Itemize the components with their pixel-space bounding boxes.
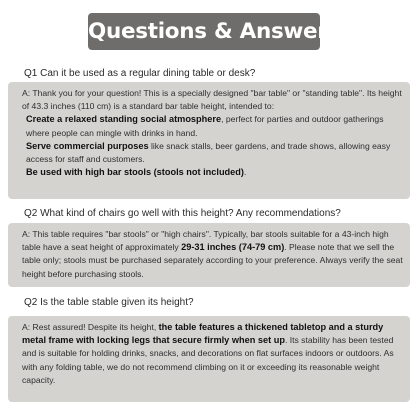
answer-1-point-3: Be used with high bar stools (stools not included). [26,167,247,178]
answer-1-intro: A: Thank you for your question! This is a specially designed "bar table" or "standing table". Its height of 43.3 inches (110 cm) is a standard bar table height, intended to: [22,88,402,112]
answer-2-text: A: This table requires "bar stools" or "high chairs". Typically, bar stools suitable for a 43-inch high table have a seat height of approximately 29-31 inches (74-79 cm). Please note that we sell the table only; stools must be purchased separately according to your preference. Always verify the seat height before purchasing stools. [22,229,403,279]
question-2: Q2 What kind of chairs go well with this height? Any recommendations? [24,208,341,219]
answer-2 [8,223,410,287]
answer-1 [8,82,410,199]
answer-3 [8,316,410,402]
question-1: Q1 Can it be used as a regular dining table or desk? [24,68,256,79]
page-title: Questions & Answers [88,13,320,50]
answer-1-point-2: Serve commercial purposes like snack stalls, beer gardens, and trade shows, allowing easy access for staff and customers. [26,140,391,165]
answer-1-point-1: Create a relaxed standing social atmosphere, perfect for parties and outdoor gatherings where people can mingle with drinks in hand. [26,114,384,138]
question-3: Q2 Is the table stable given its height? [24,297,194,308]
answer-3-text: A: Rest assured! Despite its height, the table features a thickened tabletop and a sturdy metal frame with locking legs that secure firmly when set up. Its stability has been tested and is suitable for holding drinks, snacks, and decorations on flat surfaces indoors or outdoors. As with any folding table, we do not recommend climbing on it or exceeding its reasonable weight capacity. [22,322,394,385]
